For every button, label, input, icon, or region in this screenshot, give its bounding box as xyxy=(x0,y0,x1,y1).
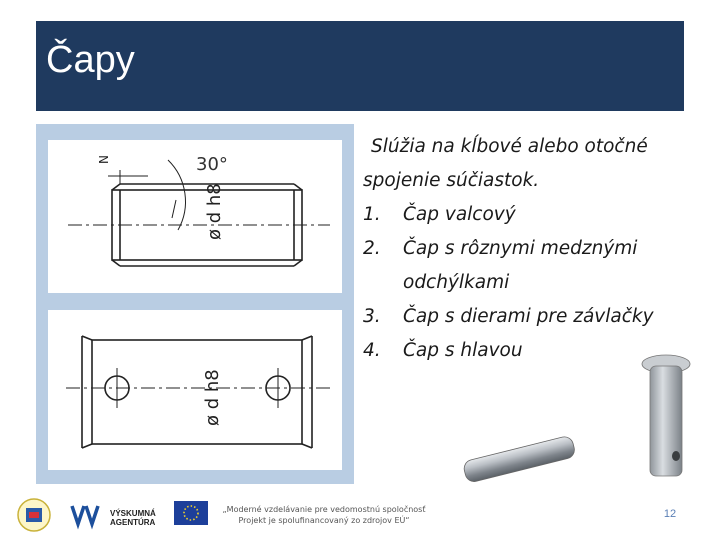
footer-caption-line1: „Moderné vzdelávanie pre vedomostnú spoločnosť xyxy=(222,505,426,514)
agency-name xyxy=(110,509,156,527)
pin-drawing-holes xyxy=(48,310,342,470)
diameter-label-top: ø d h8 xyxy=(204,183,225,240)
pin-types-list xyxy=(363,198,687,368)
school-crest-icon xyxy=(18,499,50,531)
footer-caption-line2: Projekt je spolufinancovaný zo zdrojov EÚ“ xyxy=(238,516,410,525)
page-number: 12 xyxy=(663,508,677,520)
vyskumna-agentura-logo-icon xyxy=(72,506,98,524)
list-item-text: Čap s dierami pre závlačky xyxy=(403,306,654,327)
intro-text: Slúžia na kĺbové alebo otočné spojenie súčiastok. xyxy=(363,136,648,191)
list-item-number: 1. xyxy=(363,204,381,225)
list-item xyxy=(363,300,687,334)
pin-drawing-chamfered xyxy=(48,140,342,293)
list-item-text: Čap s rôznymi medznými odchýlkami xyxy=(403,238,638,293)
diameter-label-bottom: ø d h8 xyxy=(202,369,223,426)
drawings-panel xyxy=(36,124,354,484)
svg-text:N: N xyxy=(97,155,111,164)
title-bar xyxy=(36,21,684,111)
list-item-number: 4. xyxy=(363,340,381,361)
list-item xyxy=(363,232,687,300)
eu-flag-icon xyxy=(174,501,208,525)
list-item xyxy=(363,198,687,232)
agency-name-line2: AGENTÚRA xyxy=(110,518,156,527)
list-item-text: Čap valcový xyxy=(403,204,516,225)
slide-body xyxy=(363,130,687,368)
list-item-number: 2. xyxy=(363,238,381,259)
footer-logos xyxy=(14,496,424,534)
cylindrical-pin-photo xyxy=(455,428,585,486)
pin-drawing-chamfered-svg xyxy=(48,140,342,293)
footer-caption xyxy=(219,504,429,526)
footer xyxy=(0,490,720,540)
slide-title: Čapy xyxy=(46,39,135,81)
angle-label: 30° xyxy=(196,154,228,175)
headed-pin-photo xyxy=(632,352,694,482)
list-item-number: 3. xyxy=(363,306,381,327)
pin-drawing-holes-svg xyxy=(48,310,342,470)
agency-name-line1: VÝSKUMNÁ xyxy=(110,509,156,518)
list-item-text: Čap s hlavou xyxy=(403,340,523,361)
